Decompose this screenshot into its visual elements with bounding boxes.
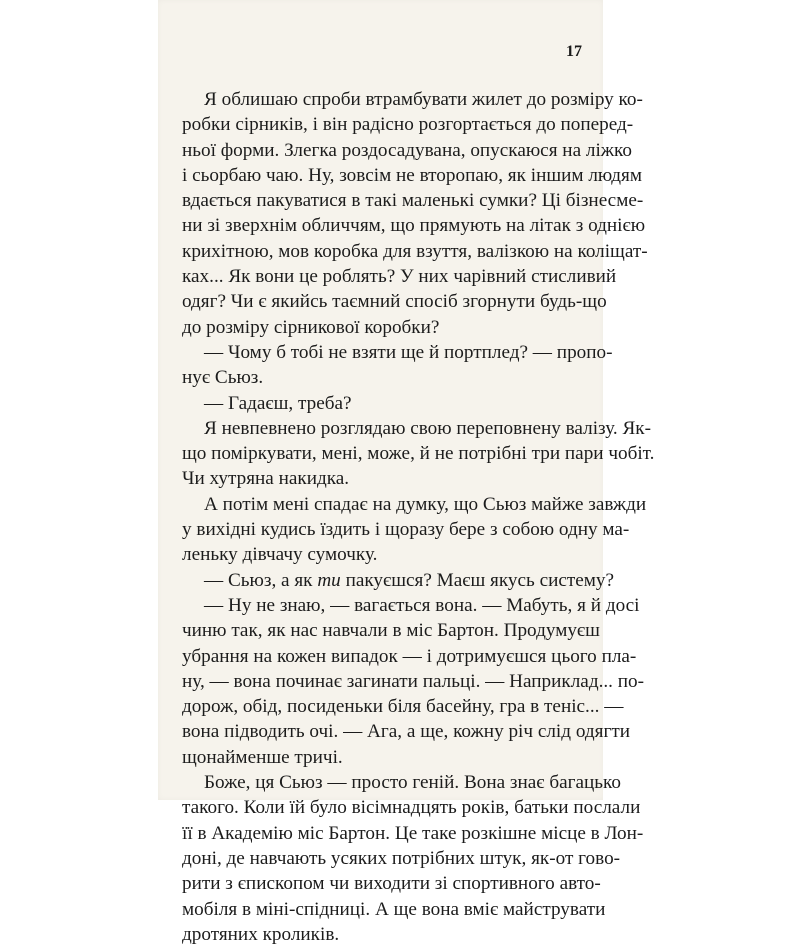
- text-line: вона підводить очі. — Ага, а ще, кожну річ слід одягти: [182, 721, 630, 743]
- emphasized-word: ти: [317, 569, 341, 591]
- text-line: і сьорбаю чаю. Ну, зовсім не второпаю, як іншим людям: [182, 164, 642, 186]
- text-line: у вихідні кудись їздить і щоразу бере з собою одну ма-: [182, 519, 630, 541]
- text-line: [182, 568, 615, 593]
- text-line: одяг? Чи є якийсь таємний спосіб згорнути будь-що: [182, 291, 607, 313]
- text-line: робки сірників, і він радісно розгортається до поперед-: [182, 114, 634, 136]
- text-line: А потім мені спадає на думку, що Сьюз майже завжди: [204, 493, 647, 515]
- text-line: — Чому б тобі не взяти ще й портплед? — пропо-: [204, 341, 613, 363]
- text-fragment: — Сьюз, а як: [204, 569, 318, 591]
- text-line: — Гадаєш, треба?: [204, 392, 352, 414]
- text-line: ну, — вона починає загинати пальці. — Наприклад... по-: [182, 670, 645, 692]
- text-line: що поміркувати, мені, може, й не потрібні три пари чобіт.: [182, 443, 655, 465]
- text-line: дорож, обід, посиденьки біля басейну, гра в теніс... —: [182, 696, 624, 718]
- text-line: крихітною, мов коробка для взуття, валізкою на коліщат-: [182, 240, 648, 262]
- text-line: убрання на кожен випадок — і дотримуєшся цього пла-: [182, 645, 637, 667]
- text-line: ках... Як вони це роблять? У них чарівний стисливий: [182, 266, 617, 288]
- text-line: Я облишаю спроби втрамбувати жилет до розміру ко-: [204, 89, 643, 110]
- text-line: Боже, ця Сьюз — просто геній. Вона знає багацько: [204, 772, 621, 794]
- text-line: до розміру сірникової коробки?: [182, 316, 440, 338]
- text-line: ни зі зверхнім обличчям, що прямують на літак з однією: [182, 215, 646, 237]
- text-line: Чи хутряна накидка.: [182, 468, 350, 490]
- text-line: нує Сьюз.: [182, 367, 264, 389]
- text-line: ньої форми. Злегка роздосадувана, опускаюся на ліжко: [182, 139, 632, 161]
- text-fragment: пакуєшся? Маєш якусь систему?: [340, 569, 615, 591]
- text-line: мобіля в міні-спідниці. А ще вона вміє майструвати: [182, 898, 606, 920]
- text-line: доні, де навчають усяких потрібних штук, як-от гово-: [182, 847, 621, 869]
- text-line: дротяних кроликів.: [182, 923, 340, 945]
- text-line: чиню так, як нас навчали в міс Бартон. Продумуєш: [182, 620, 600, 642]
- text-line: її в Академію міс Бартон. Це таке розкішне місце в Лон-: [182, 822, 644, 844]
- text-line: такого. Коли їй було вісімнадцять років, батьки послали: [182, 797, 641, 819]
- page-number: 17: [566, 43, 582, 60]
- text-line: Я невпевнено розглядаю свою переповнену валізу. Як-: [204, 417, 651, 439]
- text-line: леньку дівчачу сумочку.: [182, 544, 378, 566]
- text-line: щонайменше тричі.: [182, 746, 343, 768]
- text-line: — Ну не знаю, — вагається вона. — Мабуть, я й досі: [204, 594, 640, 616]
- text-line: рити з єпископом чи виходити зі спортивного авто-: [182, 873, 601, 895]
- text-line: вдається пакуватися в такі маленькі сумки? Ці бізнесме-: [182, 190, 644, 212]
- body-text: [182, 87, 655, 947]
